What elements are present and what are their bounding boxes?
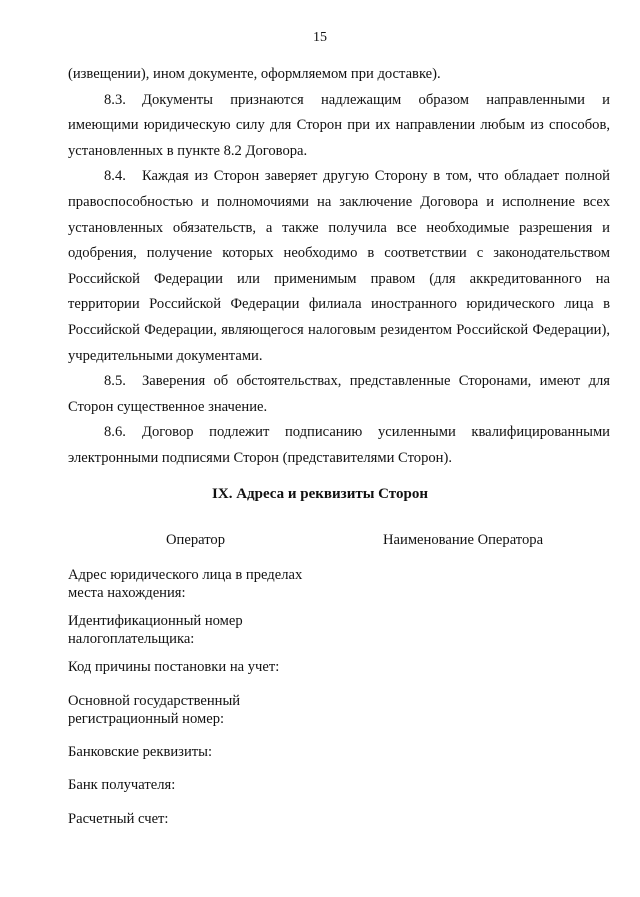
paragraph-number: 8.5. [104, 373, 126, 390]
document-body [68, 62, 610, 472]
paragraph-text: Каждая из Сторон заверяет другую Сторону в том, что обладает полной правоспособностью и полномочиями на заключение Договора и исполнение всех установленных обязательств, а также получила все необходимые разрешения и одобрения, получение которых необходимо в соответствии с законодательством Российской Федерации или применимым правом (для аккредитованного на территории Российской Федерации филиала иностранного юридического лица в Российской Федерации, являющегося налоговым резидентом Российской Федерации), учредительными документами. [68, 168, 610, 364]
paragraph-number: 8.4. [104, 168, 126, 185]
field-label: Основной государственный [68, 693, 241, 709]
page-number: 15 [313, 30, 327, 45]
paragraph-8-2-end [68, 62, 610, 88]
paragraph-text: Договор подлежит подписанию усиленными квалифицированными электронными подписями Сторон (представителями Сторон). [68, 424, 610, 466]
field-label: Расчетный счет: [68, 811, 169, 827]
field-label: Банковские реквизиты: [68, 744, 212, 760]
paragraph-text: (извещении), ином документе, оформляемом при доставке). [68, 66, 441, 82]
field-label: Идентификационный номер [68, 613, 243, 629]
paragraph-number: 8.3. [104, 91, 126, 108]
kpp-field [68, 658, 328, 676]
paragraph-text: Заверения об обстоятельствах, представленные Сторонами, имеют для Сторон существенное значение. [68, 373, 610, 415]
field-label: места нахождения: [68, 585, 186, 601]
paragraph-8-5 [68, 369, 610, 420]
field-label: регистрационный номер: [68, 711, 225, 727]
paragraph-8-4 [68, 164, 610, 369]
legal-address-field [68, 566, 328, 602]
bank-details-field [68, 743, 328, 761]
settlement-account-field [68, 810, 328, 828]
field-label: Банк получателя: [68, 777, 176, 793]
operator-column-heading: Оператор [166, 532, 226, 548]
paragraph-number: 8.6. [104, 424, 126, 441]
paragraph-8-3 [68, 88, 610, 165]
operator-name-column-heading: Наименование Оператора [383, 532, 544, 548]
field-label: налогоплательщика: [68, 631, 195, 647]
ogrn-field [68, 692, 328, 728]
paragraph-text: Документы признаются надлежащим образом направленными и имеющими юридическую силу для Сторон при их направлении любым из способов, установленных в пункте 8.2 Договора. [68, 91, 610, 159]
recipient-bank-field [68, 776, 328, 794]
section-title: IX. Адреса и реквизиты Сторон [212, 486, 428, 502]
field-label: Адрес юридического лица в пределах [68, 567, 303, 583]
paragraph-8-6 [68, 420, 610, 471]
field-label: Код причины постановки на учет: [68, 659, 280, 675]
inn-field [68, 612, 328, 648]
